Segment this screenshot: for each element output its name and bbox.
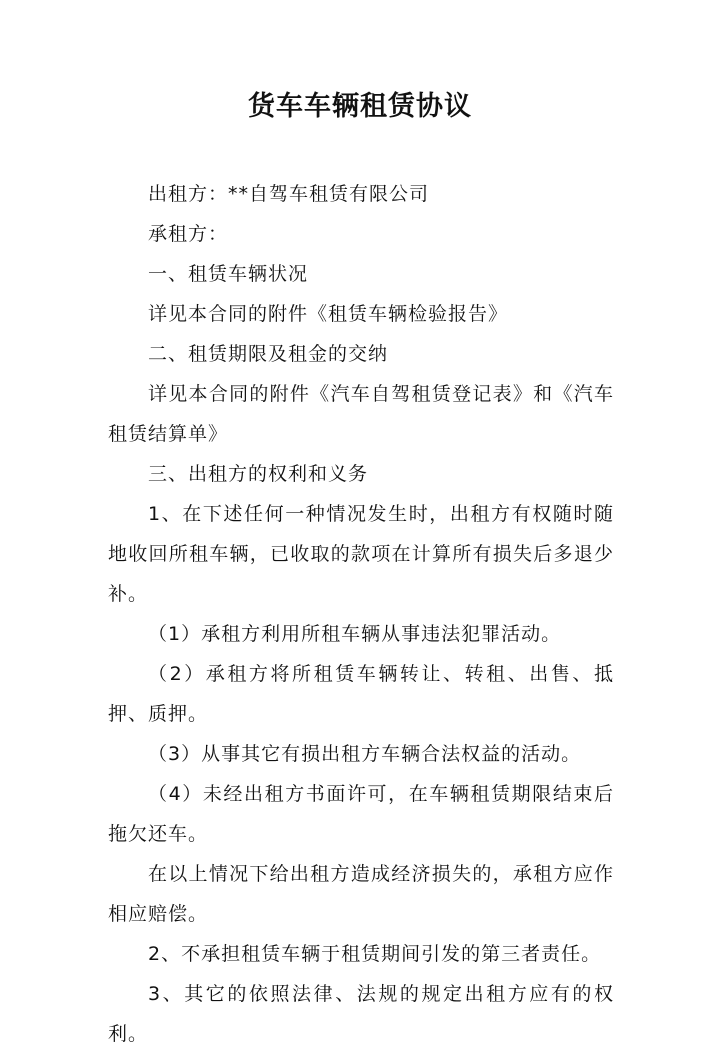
paragraph: 详见本合同的附件《汽车自驾租赁登记表》和《汽车租赁结算单》 [108, 383, 614, 445]
sub-clause-4: （4）未经出租方书面许可，在车辆租赁期限结束后拖欠还车。 [108, 783, 614, 845]
document-body [108, 174, 614, 1054]
clause-2: 2、不承担租赁车辆于租赁期间引发的第三者责任。 [148, 943, 602, 965]
section-heading-1: 一、租赁车辆状况 [148, 263, 309, 285]
clause-3: 3、其它的依照法律、法规的规定出租方应有的权利。 [108, 983, 614, 1045]
clause-1: 1、在下述任何一种情况发生时，出租方有权随时随地收回所租车辆，已收取的款项在计算所有损失后多退少补。 [108, 503, 614, 605]
paragraph: 在以上情况下给出租方造成经济损失的，承租方应作相应赔偿。 [108, 863, 614, 925]
section-heading-3: 三、出租方的权利和义务 [148, 463, 369, 485]
paragraph: 详见本合同的附件《租赁车辆检验报告》 [148, 303, 509, 325]
sub-clause-1: （1）承租方利用所租车辆从事违法犯罪活动。 [148, 623, 562, 645]
section-heading-2: 二、租赁期限及租金的交纳 [148, 343, 389, 365]
lessee-line: 承租方： [148, 223, 229, 245]
sub-clause-3: （3）从事其它有损出租方车辆合法权益的活动。 [148, 743, 582, 765]
lessor-line: 出租方：**自驾车租赁有限公司 [148, 183, 430, 205]
document-title: 货车车辆租赁协议 [248, 91, 472, 122]
sub-clause-2: （2）承租方将所租赁车辆转让、转租、出售、抵押、质押。 [108, 663, 614, 725]
